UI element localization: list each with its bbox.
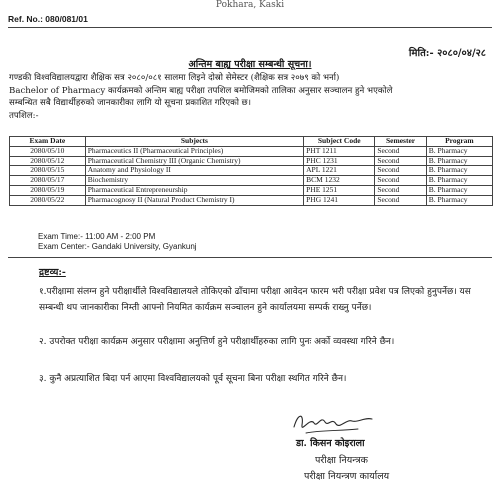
cell-exam-date: 2080/05/22 xyxy=(10,195,86,205)
cell-program: B. Pharmacy xyxy=(426,146,492,156)
cell-semester: Second xyxy=(375,185,426,195)
cell-exam-date: 2080/05/12 xyxy=(10,156,86,166)
cell-semester: Second xyxy=(375,195,426,205)
note-item: २. उपरोक्त परीक्षा कार्यक्रम अनुसार परीक्षामा अनुत्तिर्ण हुने परीक्षार्थीहरुका लागि पुनः अर्को व्यवस्था गरिने छैन। xyxy=(39,337,395,347)
intro-line: सम्बन्धित सबै विद्यार्थीहरुको जानकारीका लागि यो सूचना प्रकाशित गरिएको छ। xyxy=(9,98,251,108)
cell-exam-date: 2080/05/19 xyxy=(10,185,86,195)
note-item: ३. कुनै अप्रत्याशित बिदा पर्न आएमा विश्वविद्यालयको पूर्व सूचना बिना परीक्षा स्थगित गरिने छैन। xyxy=(39,374,347,384)
table-row xyxy=(10,166,493,176)
intro-line: गण्डकी विश्वविद्यालयद्वारा शैक्षिक सत्र २०८०/०८१ सालमा लिइने दोस्रो सेमेस्टर (शैक्षिक सत्र २०७९ को भर्ना) xyxy=(9,73,340,83)
intro-paragraph xyxy=(9,72,493,122)
header-semester: Semester xyxy=(375,137,426,147)
signatory-title: परीक्षा नियन्त्रक xyxy=(315,455,368,466)
signatory-name: डा. किसन कोइराला xyxy=(296,438,365,449)
cell-subject: Pharmacognosy II (Natural Product Chemistry I) xyxy=(85,195,303,205)
exam-time: Exam Time:- 11:00 AM - 2:00 PM xyxy=(38,232,156,241)
cell-subject-code: PHT 1211 xyxy=(304,146,375,156)
reference-number: Ref. No.: 080/081/01 xyxy=(8,14,88,24)
cell-exam-date: 2080/05/10 xyxy=(10,146,86,156)
cell-subject-code: PHG 1241 xyxy=(304,195,375,205)
table-row xyxy=(10,156,493,166)
cell-exam-date: 2080/05/17 xyxy=(10,176,86,186)
letterhead-city: Pokhara, Kaski xyxy=(215,0,285,10)
signatory-office: परीक्षा नियन्त्रण कार्यालय xyxy=(304,471,390,482)
notice-title xyxy=(0,57,500,70)
cell-program: B. Pharmacy xyxy=(426,195,492,205)
notes-heading: द्रष्टव्य:- xyxy=(39,267,66,278)
cell-subject: Pharmaceutical Chemistry III (Organic Chemistry) xyxy=(85,156,303,166)
header-divider xyxy=(8,27,492,28)
table-row xyxy=(10,146,493,156)
header-subject-code: Subject Code xyxy=(304,137,375,147)
cell-subject-code: APL 1221 xyxy=(304,166,375,176)
cell-semester: Second xyxy=(375,166,426,176)
handwritten-signature xyxy=(288,405,378,439)
table-row xyxy=(10,176,493,186)
cell-program: B. Pharmacy xyxy=(426,176,492,186)
notice-title-text: अन्तिम बाह्य परीक्षा सम्बन्धी सूचना। xyxy=(188,59,312,70)
exam-schedule-table xyxy=(9,136,493,206)
cell-subject: Anatomy and Physiology II xyxy=(85,166,303,176)
cell-exam-date: 2080/05/15 xyxy=(10,166,86,176)
cell-subject: Pharmaceutical Entrepreneurship xyxy=(85,185,303,195)
cell-subject: Pharmaceutics II (Pharmaceutical Principles) xyxy=(85,146,303,156)
cell-program: B. Pharmacy xyxy=(426,156,492,166)
cell-subject-code: PHC 1231 xyxy=(304,156,375,166)
header-program: Program xyxy=(426,137,492,147)
header-exam-date: Exam Date xyxy=(10,137,86,147)
cell-program: B. Pharmacy xyxy=(426,185,492,195)
cell-semester: Second xyxy=(375,156,426,166)
table-row xyxy=(10,185,493,195)
table-row xyxy=(10,195,493,205)
cell-program: B. Pharmacy xyxy=(426,166,492,176)
cell-subject-code: PHE 1251 xyxy=(304,185,375,195)
cell-semester: Second xyxy=(375,146,426,156)
table-header-row xyxy=(10,137,493,147)
details-label: तपशिल:- xyxy=(9,110,39,121)
exam-center: Exam Center:- Gandaki University, Gyankunj xyxy=(38,242,197,251)
cell-semester: Second xyxy=(375,176,426,186)
intro-line: Bachelor of Pharmacy कार्यक्रमको अन्तिम बाह्य परीक्षा तपशिल बमोजिमको तालिका अनुसार सञ्चालन हुने भएकोले xyxy=(9,85,393,96)
section-divider xyxy=(8,257,492,258)
cell-subject-code: BCM 1232 xyxy=(304,176,375,186)
header-subjects: Subjects xyxy=(85,137,303,147)
notice-date: मिति:- २०८०/०४/२८ xyxy=(408,48,486,59)
note-item: १.परीक्षामा संलग्न हुने परीक्षार्थीले विश्वविद्यालयले तोकिएको ढाँचामा परीक्षा आवेदन फारम भरी परीक्षा प्रवेश पत्र लिएको हुनुपर्नेछ। यस सम्बन्धी थप जानकारीका निम्ती आफ्नो नियमित कार्यक्रम सञ्चालन हुने कार्यालयमा सम्पर्क राख्नु पर्नेछ। xyxy=(39,287,471,313)
cell-subject: Biochemistry xyxy=(85,176,303,186)
